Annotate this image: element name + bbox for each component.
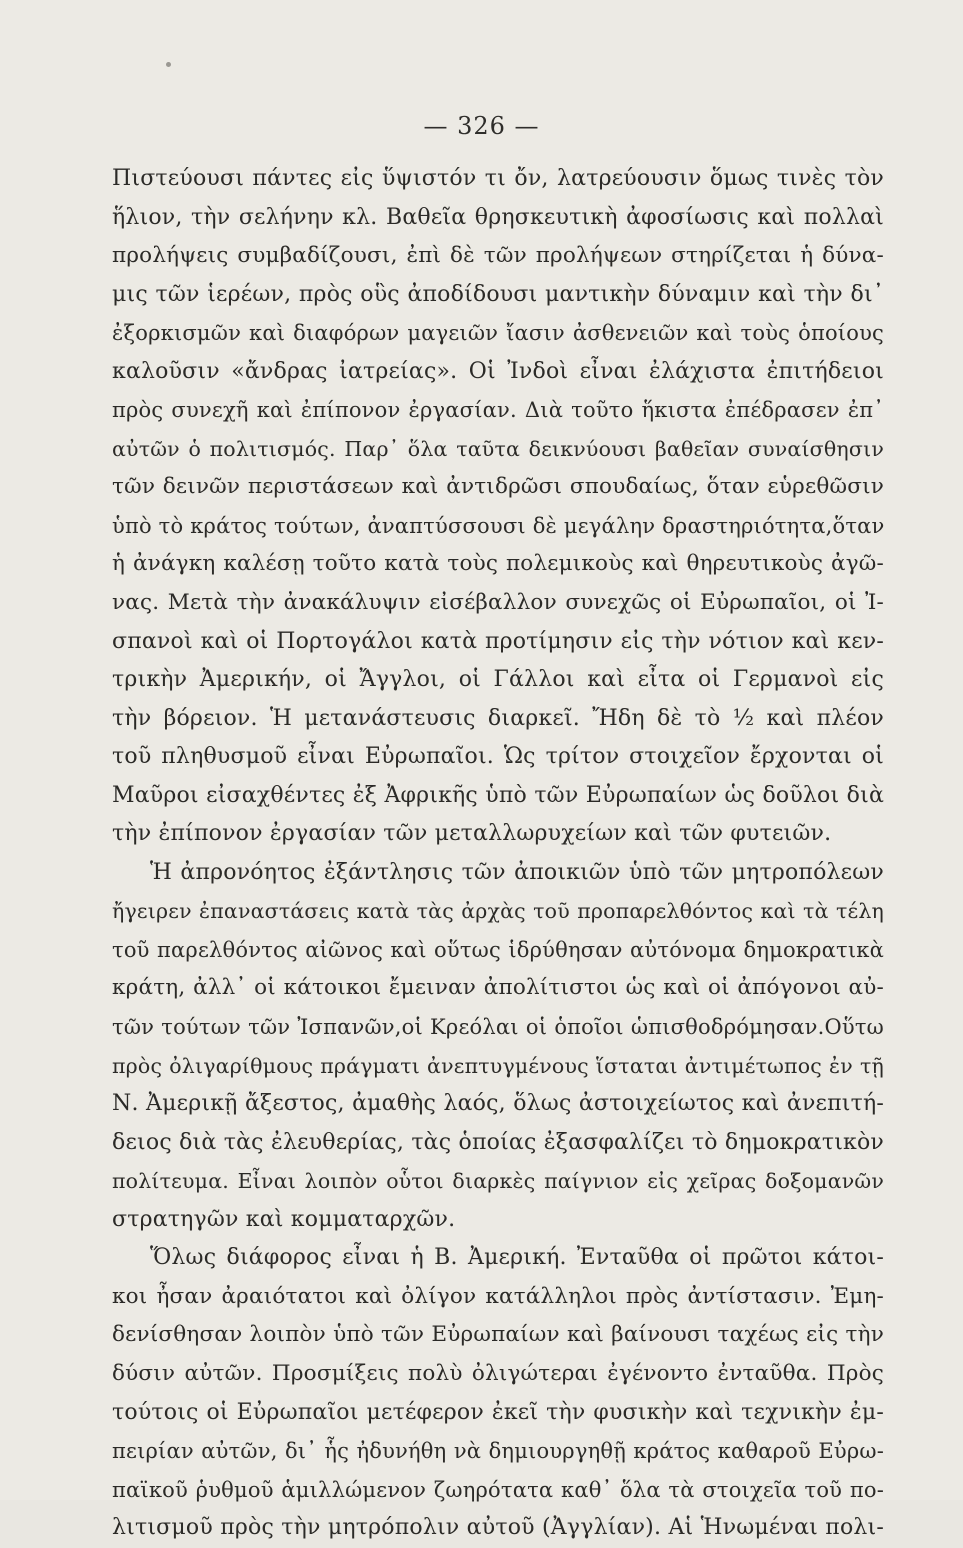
text-line: δενίσθησαν λοιπὸν ὑπὸ τῶν Εὐρωπαίων καὶ βαίνουσι ταχέως εἰς τὴν	[112, 1322, 884, 1348]
text-line: ἤγειρεν ἐπαναστάσεις κατὰ τὰς ἀρχὰς τοῦ προπαρελθόντος καὶ τὰ τέλη	[112, 899, 884, 924]
text-line: Ν. Ἀμερικῇ ἄξεστος, ἀμαθὴς λαός, ὅλως ἀστοιχείωτος καὶ ἀνεπιτή-	[112, 1091, 884, 1117]
text-line: τρικὴν Ἀμερικήν, οἱ Ἄγγλοι, οἱ Γάλλοι καὶ εἶτα οἱ Γερμανοὶ εἰς	[112, 667, 884, 693]
text-line: ἡ ἀνάγκη καλέσῃ τοῦτο κατὰ τοὺς πολεμικοὺς καὶ θηρευτικοὺς ἀγῶ-	[112, 551, 884, 577]
text-line: τούτοις οἱ Εὐρωπαῖοι μετέφερον ἐκεῖ τὴν φυσικὴν καὶ τεχνικὴν ἐμ-	[112, 1399, 884, 1425]
text-line: Μαῦροι εἰσαχθέντες ἐξ Ἀφρικῆς ὑπὸ τῶν Εὐρωπαίων ὡς δοῦλοι διὰ	[112, 782, 884, 808]
text-line: πειρίαν αὐτῶν, δι᾽ ἧς ἠδυνήθη νὰ δημιουργηθῇ κράτος καθαροῦ Εὐρω-	[112, 1439, 884, 1464]
text-line: κοι ἦσαν ἀραιότατοι καὶ ὀλίγον κατάλληλοι πρὸς ἀντίστασιν. Ἐμη-	[112, 1283, 884, 1309]
text-line: στρατηγῶν καὶ κομματαρχῶν.	[112, 1206, 456, 1232]
text-line: Πιστεύουσι πάντες εἰς ὕψιστόν τι ὄν, λατρεύουσιν ὅμως τινὲς τὸν	[112, 166, 884, 191]
text-line: ὑπὸ τὸ κράτος τούτων, ἀναπτύσσουσι δὲ μεγάλην δραστηριότητα,ὅταν	[112, 513, 884, 538]
text-line: δειος διὰ τὰς ἐλευθερίας, τὰς ὁποίας ἐξασφαλίζει τὸ δημοκρατικὸν	[112, 1129, 884, 1155]
text-line: κράτη, ἀλλ᾽ οἱ κάτοικοι ἔμειναν ἀπολίτιστοι ὡς καὶ οἱ ἀπόγονοι αὐ-	[112, 975, 884, 1001]
text-line: σπανοὶ καὶ οἱ Πορτογάλοι κατὰ προτίμησιν εἰς τὴν νότιον καὶ κεν-	[112, 628, 884, 654]
text-line: προλήψεις συμβαδίζουσι, ἐπὶ δὲ τῶν προλήψεων στηρίζεται ἡ δύνα-	[112, 243, 884, 269]
text-line: λιτισμοῦ πρὸς τὴν μητρόπολιν αὐτοῦ (Ἀγγλίαν). Αἱ Ἡνωμέναι πολι-	[112, 1515, 884, 1541]
text-line: παϊκοῦ ῥυθμοῦ ἁμιλλώμενον ζωηρότατα καθ᾽ ὅλα τὰ στοιχεῖα τοῦ πο-	[112, 1477, 884, 1502]
text-line: ἐξορκισμῶν καὶ διαφόρων μαγειῶν ἴασιν ἀσθενειῶν καὶ τοὺς ὁποίους	[112, 321, 884, 346]
body-text	[112, 160, 884, 1548]
text-line: τοῦ παρελθόντος αἰῶνος καὶ οὕτως ἱδρύθησαν αὐτόνομα δημοκρατικὰ	[112, 937, 884, 962]
text-line: δύσιν αὐτῶν. Προσμίξεις πολὺ ὀλιγώτεραι ἐγένοντο ἐνταῦθα. Πρὸς	[112, 1360, 884, 1386]
text-line: αὐτῶν ὁ πολιτισμός. Παρ᾽ ὅλα ταῦτα δεικνύουσι βαθεῖαν συναίσθησιν	[112, 436, 884, 461]
text-line: πρὸς συνεχῆ καὶ ἐπίπονον ἐργασίαν. Διὰ τοῦτο ἥκιστα ἐπέδρασεν ἐπ᾽	[112, 398, 884, 423]
text-line: τῶν δεινῶν περιστάσεων καὶ ἀντιδρῶσι σπουδαίως, ὅταν εὑρεθῶσιν	[112, 474, 884, 500]
text-line: ἥλιον, τὴν σελήνην κλ. Βαθεῖα θρησκευτικὴ ἀφοσίωσις καὶ πολλαὶ	[112, 204, 884, 230]
text-line: τῶν τούτων τῶν Ἰσπανῶν,οἱ Κρεόλαι οἱ ὁποῖοι ὡπισθοδρόμησαν.Οὕτω	[112, 1015, 884, 1040]
text-line: πρὸς ὀλιγαρίθμους πράγματι ἀνεπτυγμένους ἵσταται ἀντιμέτωπος ἐν τῇ	[112, 1053, 884, 1078]
text-line: πολίτευμα. Εἶναι λοιπὸν οὗτοι διαρκὲς παίγνιον εἰς χεῖρας δοξομανῶν	[112, 1169, 884, 1194]
ink-speck	[166, 62, 171, 67]
text-line: καλοῦσιν «ἄνδρας ἰατρείας». Οἱ Ἰνδοὶ εἶναι ἐλάχιστα ἐπιτήδειοι	[112, 358, 884, 384]
text-line: Ὅλως διάφορος εἶναι ἡ Β. Ἀμερική. Ἐνταῦθα οἱ πρῶτοι κάτοι-	[150, 1245, 884, 1271]
text-line: τὴν ἐπίπονον ἐργασίαν τῶν μεταλλωρυχείων καὶ τῶν φυτειῶν.	[112, 821, 832, 847]
text-line: τὴν βόρειον. Ἡ μετανάστευσις διαρκεῖ. Ἤδη δὲ τὸ ½ καὶ πλέον	[112, 705, 884, 731]
text-line: Ἡ ἀπρονόητος ἐξάντλησις τῶν ἀποικιῶν ὑπὸ τῶν μητροπόλεων	[150, 859, 884, 885]
text-line: τοῦ πληθυσμοῦ εἶναι Εὐρωπαῖοι. Ὡς τρίτον στοιχεῖον ἔρχονται οἱ	[112, 744, 884, 770]
text-line: μις τῶν ἱερέων, πρὸς οὓς ἀποδίδουσι μαντικὴν δύναμιν καὶ τὴν δι᾽	[112, 281, 884, 307]
page-number: — 326 —	[423, 112, 540, 140]
text-line: νας. Μετὰ τὴν ἀνακάλυψιν εἰσέβαλλον συνεχῶς οἱ Εὐρωπαῖοι, οἱ Ἰ-	[112, 590, 884, 616]
